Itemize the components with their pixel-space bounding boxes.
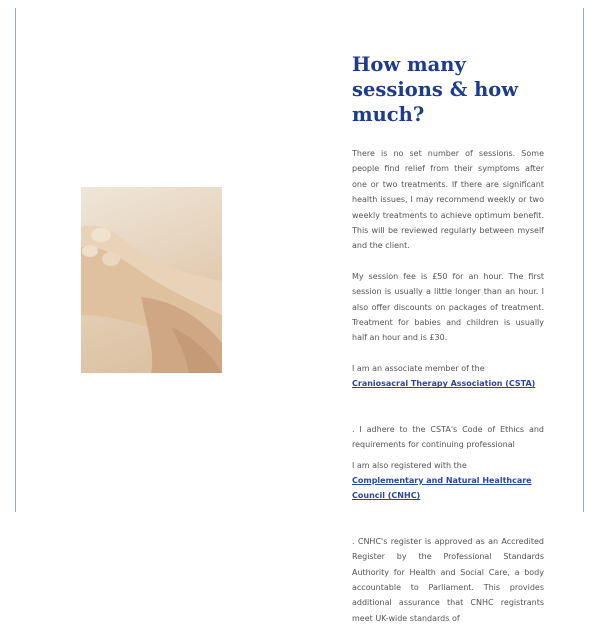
csta-link[interactable]: Craniosacral Therapy Association (CSTA) — [352, 379, 536, 389]
cnhc-link[interactable]: Complementary and Natural Healthcare Council (CNHC) — [352, 475, 532, 501]
sessions-pricing-section — [352, 52, 544, 626]
left-border-line — [15, 8, 16, 512]
ethics-block — [352, 422, 544, 504]
right-border-line — [583, 8, 584, 512]
membership-text: I am an associate member of the — [352, 363, 485, 373]
ethics-text: . I adhere to the CSTA's Code of Ethics and requirements for continuing professional — [352, 424, 544, 450]
sessions-paragraph: There is no set number of sessions. Some people find relief from their symptoms after one or two treatments. If there are significant health issues, I may recommend weekly or two weekly treatments to achieve optimum benefit. This will be reviewed regularly between myself and the client. — [352, 149, 544, 251]
registration-text: I am also registered with the — [352, 460, 467, 470]
fee-paragraph: My session fee is £50 for an hour. The first session is usually a little longer than an hour. I also offer discounts on packages of treatment. Treatment for babies and children is usually half an hour and is £30. — [352, 271, 544, 343]
feet-photo — [81, 187, 222, 373]
cnhc-register-paragraph: . CNHC's register is approved as an Accredited Register by the Professional Standards Authority for Health and Social Care, a body accountable to Parliament. This provides additional assurance that CNHC registrants meet UK-wide standards of — [352, 536, 544, 623]
page-title: How many sessions & how much? — [352, 53, 519, 126]
membership-block — [352, 361, 544, 392]
